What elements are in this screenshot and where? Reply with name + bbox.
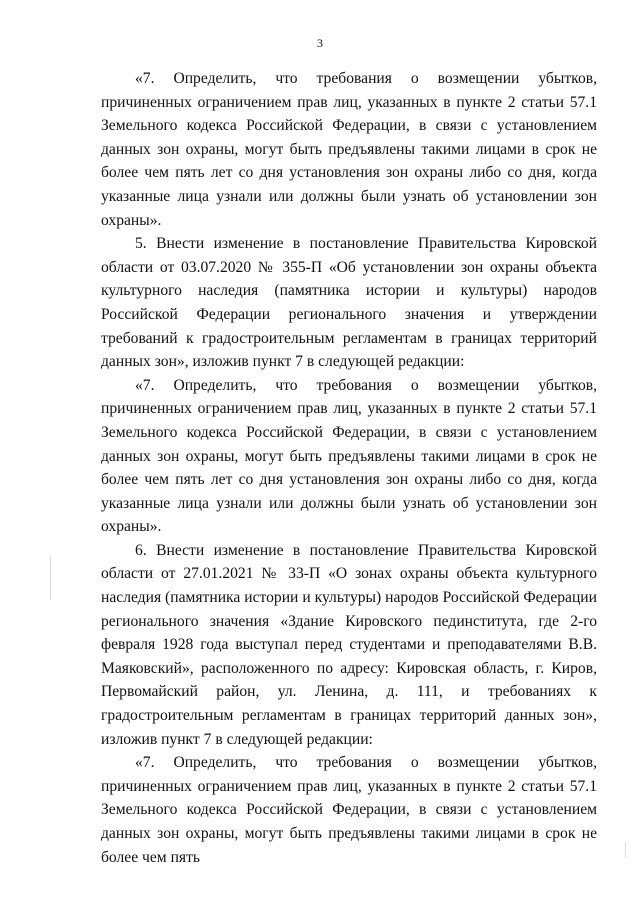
paragraph-item-6: 6. Внести изменение в постановление Правительства Кировской области от 27.01.2021 № 33-П «О зонах охраны объекта культурного наследия (памятника истории и культуры) народов Российской Федерации регионального значения «Здание Кировского пединститута, где 2-го февраля 1928 года выступал перед студентами и преподавателями В.В. Маяковский», расположенного по адресу: Кировская область, г. Киров, Первомайский район, ул. Ленина, д. 111, и требованиях к градостроительным регламентам в границах территорий данных зон», изложив пункт 7 в следующей редакции: [101,541,597,748]
paragraph-quote-item-7: «7. Определить, что требования о возмещении убытков, причиненных ограничением прав лиц, указанных в пункте 2 статьи 57.1 Земельного кодекса Российской Федерации, в связи с установлением данных зон охраны, могут быть предъявлены такими лицами в срок не более чем пять [101,754,597,866]
page-number: 3 [317,36,323,50]
scan-margin-mark [625,842,626,858]
paragraph-item-5: 5. Внести изменение в постановление Правительства Кировской области от 03.07.2020 № 355-П «Об установлении зон охраны объекта культурного наследия (памятника истории и культуры) народов Российской Федерации регионального значения и утверждении требований к градостроительным регламентам в границах территорий данных зон», изложив пункт 7 в следующей редакции: [101,235,597,371]
paragraph-quote-item-7: «7. Определить, что требования о возмещении убытков, причиненных ограничением прав лиц, указанных в пункте 2 статьи 57.1 Земельного кодекса Российской Федерации, в связи с установлением данных зон охраны, могут быть предъявлены такими лицами в срок не более чем пять лет со дня установления зон охраны либо со дня, когда указанные лица узнали или должны были узнать об установлении зон охраны». [101,70,597,229]
document-body [101,67,597,869]
scan-margin-mark [50,556,51,600]
paragraph-quote-item-7: «7. Определить, что требования о возмещении убытков, причиненных ограничением прав лиц, указанных в пункте 2 статьи 57.1 Земельного кодекса Российской Федерации, в связи с установлением данных зон охраны, могут быть предъявлены такими лицами в срок не более чем пять лет со дня установления зон охраны либо со дня, когда указанные лица узнали или должны были узнать об установлении зон охраны». [101,376,597,536]
